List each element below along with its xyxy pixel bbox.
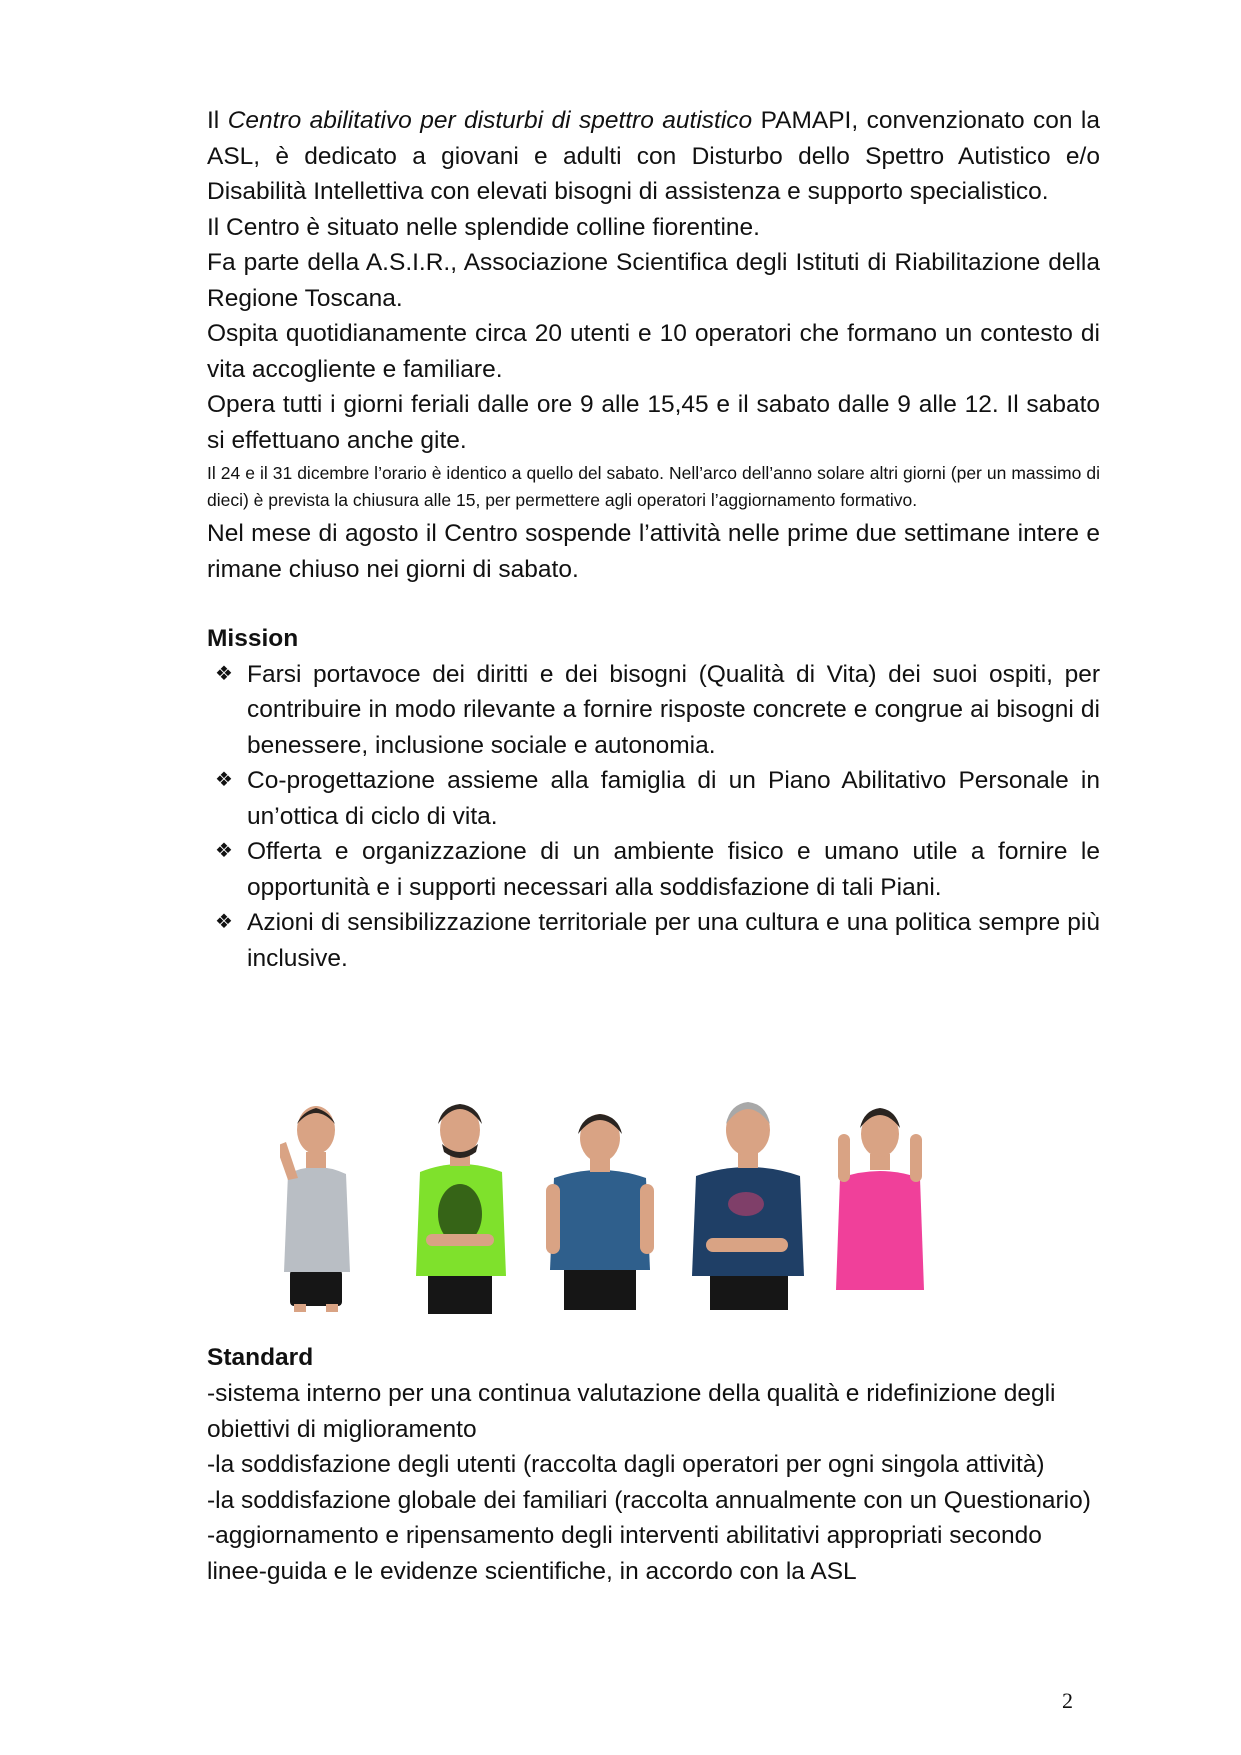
- august-paragraph: Nel mese di agosto il Centro sospende l’attività nelle prime due settimane intere e rimane chiuso nei giorni di sabato.: [207, 520, 1100, 583]
- mission-item-text: Co-progettazione assieme alla famiglia di un Piano Abilitativo Personale in un’ottica di ciclo di vita.: [247, 767, 1100, 830]
- mission-item-text: Azioni di sensibilizzazione territoriale per una cultura e una politica sempre più inclusive.: [247, 909, 1100, 972]
- mission-item: [207, 657, 1100, 764]
- person-3-figure: [546, 1114, 654, 1310]
- centre-name-italic: Centro abilitativo per disturbi di spettro autistico: [227, 107, 753, 134]
- person-1-figure: [280, 1106, 350, 1312]
- standard-list: [207, 1376, 1100, 1589]
- standard-heading: Standard: [207, 1344, 314, 1371]
- standard-item: -sistema interno per una continua valutazione della qualità e ridefinizione degli obiettivi di miglioramento: [207, 1380, 1056, 1443]
- mission-list: [207, 657, 1100, 977]
- standard-item: -la soddisfazione degli utenti (raccolta dagli operatori per ogni singola attività): [207, 1451, 1045, 1478]
- diamond-bullet-icon: ❖: [215, 769, 233, 791]
- mission-heading: Mission: [207, 625, 299, 652]
- standard-item: -la soddisfazione globale dei familiari (raccolta annualmente con un Questionario): [207, 1486, 1091, 1514]
- person-4-figure: [692, 1102, 804, 1310]
- asir-paragraph: Fa parte della A.S.I.R., Associazione Scientifica degli Istituti di Riabilitazione della Regione Toscana.: [207, 249, 1100, 312]
- page-number: 2: [1062, 1688, 1073, 1713]
- intro-prefix: Il: [207, 107, 228, 134]
- diamond-bullet-icon: ❖: [215, 911, 233, 933]
- hours-paragraph: Opera tutti i giorni feriali dalle ore 9 alle 15,45 e il sabato dalle 9 alle 12. Il sabato si effettuano anche gite.: [207, 391, 1100, 454]
- mission-item: [207, 905, 1100, 976]
- mission-item-text: Farsi portavoce dei diritti e dei bisogni (Qualità di Vita) dei suoi ospiti, per contribuire in modo rilevante a fornire risposte concrete e congrue ai bisogni di benessere, inclusione sociale e autonomia.: [247, 660, 1100, 759]
- diamond-bullet-icon: ❖: [215, 662, 233, 685]
- person-2-figure: [416, 1104, 506, 1314]
- diamond-bullet-icon: ❖: [215, 840, 233, 862]
- mission-item: [207, 834, 1100, 905]
- mission-item: [207, 763, 1100, 834]
- group-photo: [280, 1094, 1040, 1314]
- person-5-figure: [836, 1108, 924, 1290]
- location-paragraph: Il Centro è situato nelle splendide colline fiorentine.: [207, 213, 760, 241]
- intro-suffix: PAMAPI, convenzionato con la ASL, è dedicato a giovani e adulti con Disturbo dello Spettro Autistico e/o Disabilità Intellettiva con elevati bisogni di assistenza e supporto specialistico.: [207, 107, 1101, 205]
- holiday-hours-note: Il 24 e il 31 dicembre l’orario è identico a quello del sabato. Nell’arco dell’anno solare altri giorni (per un massimo di dieci) è prevista la chiusura alle 15, per permettere agli operatori l’aggiornamento formativo.: [207, 463, 1100, 510]
- standard-item: -aggiornamento e ripensamento degli interventi abilitativi appropriati secondo linee-guida e le evidenze scientifiche, in accordo con la ASL: [207, 1522, 1042, 1585]
- intro-paragraph: [207, 103, 1100, 210]
- document-body: [207, 103, 1100, 976]
- mission-item-text: Offerta e organizzazione di un ambiente fisico e umano utile a fornire le opportunità e i supporti necessari alla soddisfazione di tali Piani.: [247, 838, 1100, 901]
- guests-paragraph: Ospita quotidianamente circa 20 utenti e 10 operatori che formano un contesto di vita accogliente e familiare.: [207, 320, 1100, 383]
